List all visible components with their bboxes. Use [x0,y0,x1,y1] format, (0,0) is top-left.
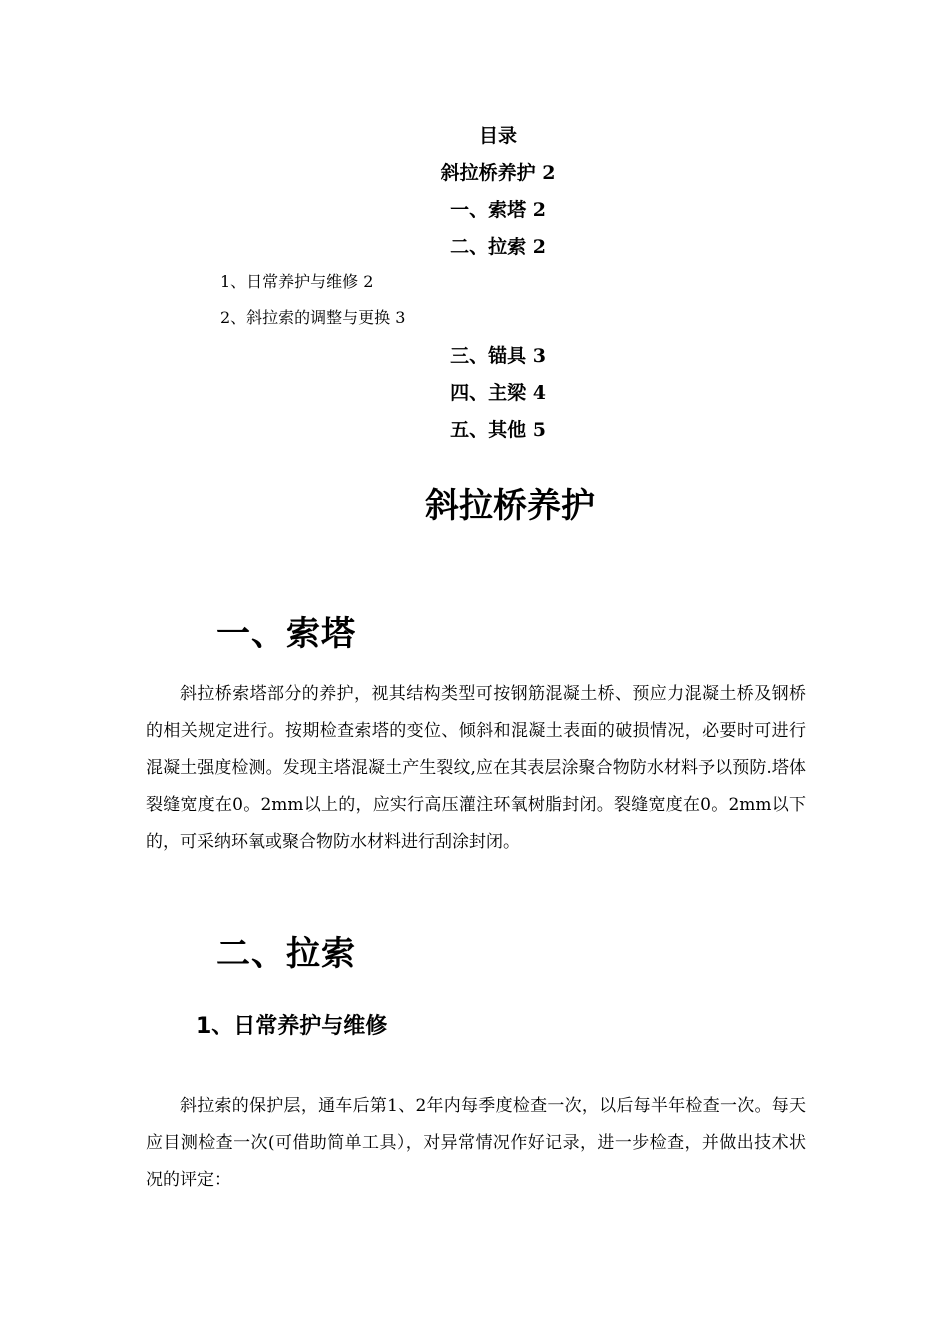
document-title: 斜拉桥养护 [425,486,595,526]
subsection-heading-maintenance: 1、日常养护与维修 [196,1014,388,1039]
section-heading-tower: 一、索塔 [216,614,356,654]
toc-subentry[interactable]: 1、日常养护与维修 2 [220,272,374,291]
toc-entry[interactable]: 斜拉桥养护 2 [440,162,556,184]
subsection-paragraph-maintenance: 斜拉索的保护层，通车后第1、2年内每季度检查一次，以后每半年检查一次。每天应目测检查一次(可借助简单工具），对异常情况作好记录，进一步检查，并做出技术状况的评定： [146,1096,806,1190]
toc-title: 目录 [478,125,517,147]
toc-entry[interactable]: 五、其他 5 [450,419,546,441]
table-of-contents [0,120,950,451]
toc-entry[interactable]: 四、主梁 4 [450,382,546,404]
toc-entry[interactable]: 二、拉索 2 [450,236,546,258]
toc-subentry[interactable]: 2、斜拉索的调整与更换 3 [220,308,406,327]
section-paragraph-tower: 斜拉桥索塔部分的养护，视其结构类型可按钢筋混凝土桥、预应力混凝土桥及钢桥的相关规定进行。按期检查索塔的变位、倾斜和混凝土表面的破损情况，必要时可进行混凝土强度检测。发现主塔混凝土产生裂纹,应在其表层涂聚合物防水材料予以预防.塔体裂缝宽度在0。2mm以上的，应实行高压灌注环氧树脂封闭。裂缝宽度在0。2mm以下的，可采纳环氧或聚合物防水材料进行刮涂封闭。 [146,684,806,852]
toc-entry[interactable]: 一、索塔 2 [450,199,546,221]
section-heading-cable: 二、拉索 [216,934,356,974]
toc-entry[interactable]: 三、锚具 3 [450,345,546,367]
